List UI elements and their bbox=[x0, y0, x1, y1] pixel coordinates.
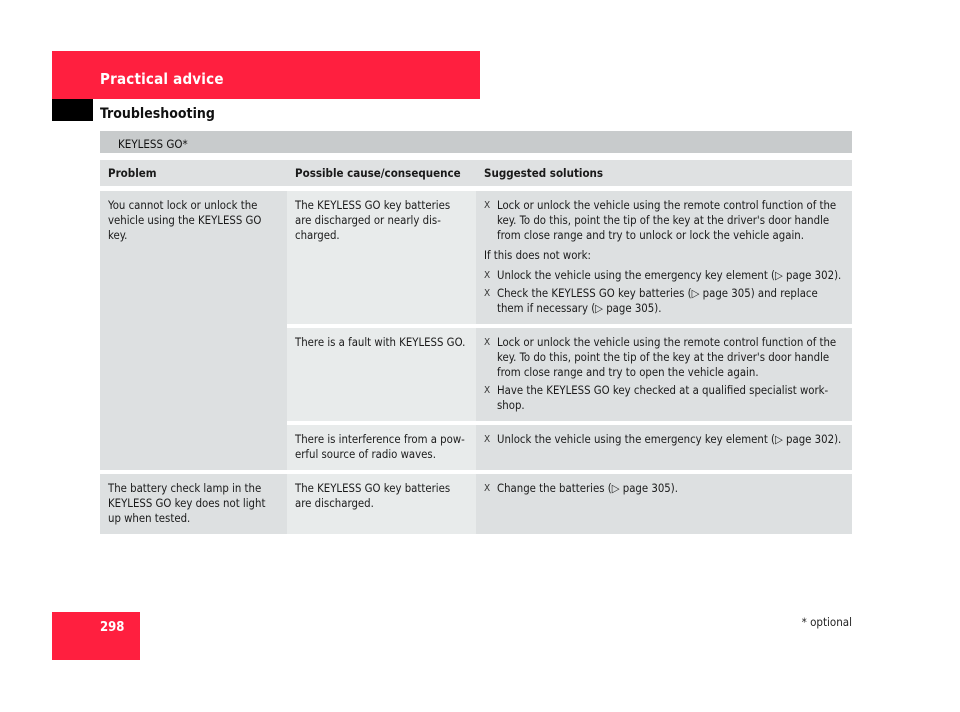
section-title-header: Practical advice bbox=[100, 70, 224, 88]
solutions-cell bbox=[476, 474, 852, 538]
column-header-cause: Possible cause/consequence bbox=[287, 160, 476, 191]
keyless-go-title: KEYLESS GO* bbox=[118, 137, 188, 151]
solution-step: X Unlock the vehicle using the emergency key element (▷ page 302). bbox=[484, 269, 842, 282]
step-arrow-icon: X bbox=[484, 483, 491, 494]
cause-cell: The KEYLESS GO key batteries are discharged. bbox=[287, 474, 476, 538]
problem-cell: The battery check lamp in the KEYLESS GO key does not light up when tested. bbox=[100, 474, 287, 538]
step-arrow-icon: X bbox=[484, 270, 491, 281]
cause-cell: There is interference from a pow-erful source of radio waves. bbox=[287, 425, 476, 474]
solution-step: X Check the KEYLESS GO key batteries (▷ page 305) and replace them if necessary (▷ page 305). bbox=[484, 287, 818, 315]
column-header-problem: Problem bbox=[100, 160, 287, 191]
solution-step: X Have the KEYLESS GO key checked at a qualified specialist work-shop. bbox=[484, 384, 829, 412]
step-arrow-icon: X bbox=[484, 434, 491, 445]
step-arrow-icon: X bbox=[484, 337, 491, 348]
column-header-solutions: Suggested solutions bbox=[476, 160, 852, 191]
solution-step: X Unlock the vehicle using the emergency key element (▷ page 302). bbox=[484, 433, 842, 446]
solution-step: X Lock or unlock the vehicle using the remote control function of the key. To do this, point the tip of the key at the driver's door handle from close range and try to unlock or lock the vehicle again. bbox=[484, 199, 837, 242]
page-number-box bbox=[52, 612, 140, 660]
cause-cell: There is a fault with KEYLESS GO. bbox=[287, 328, 476, 425]
subsection-title: Troubleshooting bbox=[100, 106, 215, 122]
solution-step: X Change the batteries (▷ page 305). bbox=[484, 482, 678, 495]
footnote-optional: * optional bbox=[801, 615, 852, 629]
keyless-go-section-bar bbox=[100, 131, 852, 153]
step-arrow-icon: X bbox=[484, 385, 491, 396]
table-header-row bbox=[100, 160, 852, 191]
header-black-tab bbox=[52, 99, 93, 121]
solutions-cell bbox=[476, 425, 852, 474]
table-row bbox=[100, 474, 852, 538]
step-arrow-icon: X bbox=[484, 288, 491, 299]
solutions-cell bbox=[476, 328, 852, 425]
table-row bbox=[100, 191, 852, 328]
fallback-note: If this does not work: bbox=[484, 249, 591, 262]
page-number: 298 bbox=[100, 620, 125, 635]
problem-cell: You cannot lock or unlock the vehicle using the KEYLESS GO key. bbox=[100, 191, 287, 474]
step-arrow-icon: X bbox=[484, 200, 491, 211]
cause-cell: The KEYLESS GO key batteries are discharged or nearly dis-charged. bbox=[287, 191, 476, 328]
troubleshooting-table bbox=[100, 160, 852, 538]
solution-step: X Lock or unlock the vehicle using the remote control function of the key. To do this, point the tip of the key at the driver's door handle from close range and try to open the vehicle again. bbox=[484, 336, 837, 379]
solutions-cell bbox=[476, 191, 852, 328]
